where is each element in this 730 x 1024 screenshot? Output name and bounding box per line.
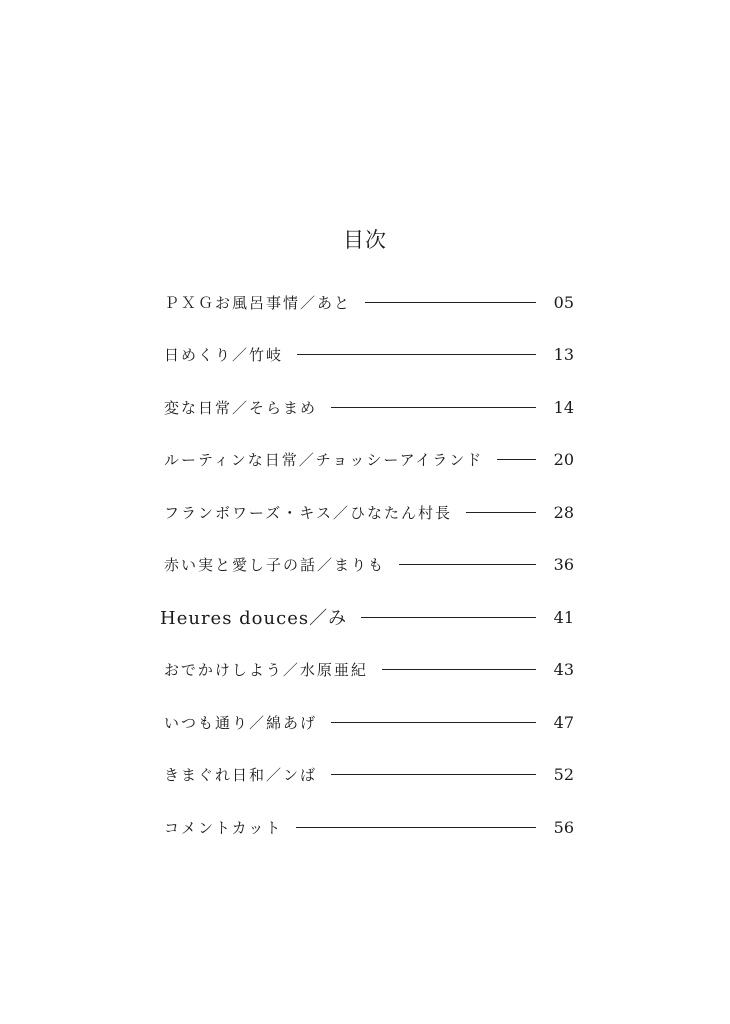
toc-leader-line xyxy=(331,407,536,408)
toc-entry-label: ＰＸＧお風呂事情／あと xyxy=(164,293,352,312)
toc-entry-label: 赤い実と愛し子の話／まりも xyxy=(164,556,386,575)
toc-entry xyxy=(164,276,574,329)
toc-entry-label: Heures douces／み xyxy=(160,608,348,630)
toc-entry-label: いつも通り／綿あげ xyxy=(164,713,318,732)
toc-leader-line xyxy=(296,827,536,828)
toc-leader-line xyxy=(497,459,536,460)
toc-entry xyxy=(164,749,574,802)
toc-leader-line xyxy=(399,564,536,565)
toc-leader-line xyxy=(382,669,536,670)
toc-entry-page: 56 xyxy=(553,817,574,837)
toc-entry-page: 41 xyxy=(553,607,574,627)
toc-entry xyxy=(160,591,574,644)
toc-entry-page: 13 xyxy=(553,345,574,365)
toc-entry xyxy=(164,381,574,434)
toc-entry-page: 05 xyxy=(553,292,574,312)
toc-title: 目次 xyxy=(343,228,387,252)
toc-entry-page: 43 xyxy=(553,660,574,680)
toc-entry-label: ルーティンな日常／チョッシーアイランド xyxy=(164,451,484,470)
toc-entry-label: おでかけしよう／水原亜紀 xyxy=(164,661,368,680)
toc-entry-page: 36 xyxy=(553,555,574,575)
toc-entry-label: コメントカット xyxy=(164,818,283,837)
toc-entry-page: 28 xyxy=(553,502,574,522)
toc-leader-line xyxy=(466,512,536,513)
table-of-contents xyxy=(160,276,574,854)
toc-leader-line xyxy=(331,722,536,723)
toc-entry-label: 変な日常／そらまめ xyxy=(164,398,318,417)
toc-leader-line xyxy=(297,354,536,355)
toc-leader-line xyxy=(365,302,536,303)
toc-entry xyxy=(164,644,574,697)
toc-entry-label: きまぐれ日和／ンば xyxy=(164,766,318,785)
toc-entry-page: 52 xyxy=(553,765,574,785)
toc-leader-line xyxy=(331,774,536,775)
toc-entry xyxy=(164,329,574,382)
toc-entry xyxy=(164,539,574,592)
toc-entry-label: フランボワーズ・キス／ひなたん村長 xyxy=(164,503,452,522)
toc-entry-page: 47 xyxy=(553,712,574,732)
toc-entry xyxy=(164,486,574,539)
toc-entry xyxy=(164,434,574,487)
toc-leader-line xyxy=(361,617,536,618)
toc-entry-page: 20 xyxy=(553,450,574,470)
toc-entry xyxy=(164,696,574,749)
toc-entry-label: 日めくり／竹岐 xyxy=(164,346,284,365)
toc-entry xyxy=(164,801,574,854)
toc-entry-page: 14 xyxy=(553,397,574,417)
